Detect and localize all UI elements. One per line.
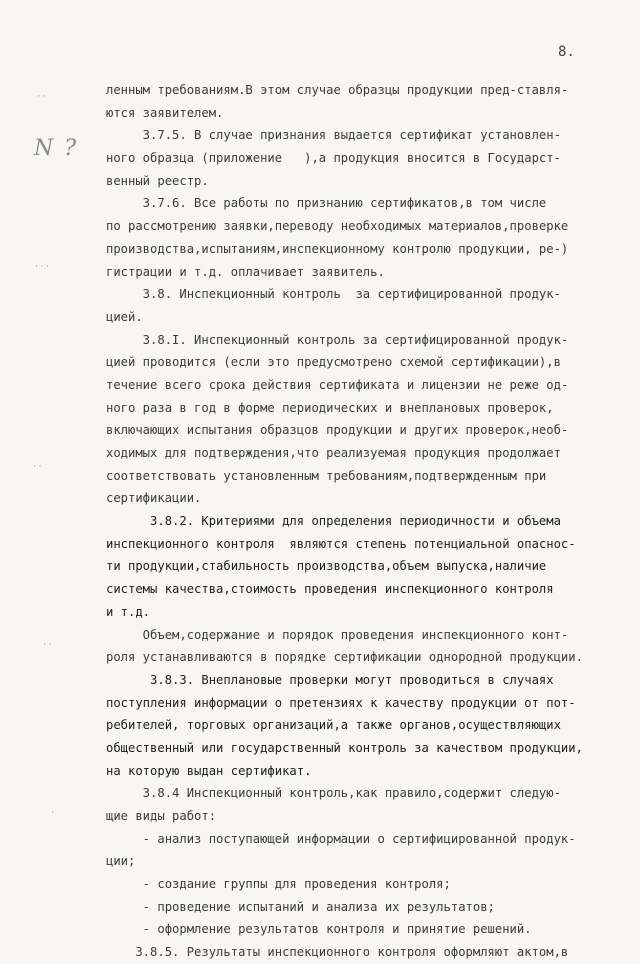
text-line: цией.	[106, 309, 143, 324]
text-line: соответствовать установленным требованиям,подтвержденным при	[106, 468, 547, 483]
text-line: течение всего срока действия сертификата и лицензии не реже од-	[106, 377, 569, 392]
text-line: Объем,содержание и порядок проведения инспекционного конт-	[106, 627, 569, 642]
margin-smudge: ⋅⋅	[42, 640, 53, 650]
text-line: поступления информации о претензиях к качеству продукции от пот-	[106, 695, 576, 710]
text-line: 3.7.5. В случае признания выдается сертификат установлен-	[106, 128, 561, 143]
text-line: венный реестр.	[106, 173, 209, 188]
text-line: 3.8.I. Инспекционный контроль за сертифицированной продук-	[106, 332, 569, 347]
text-line: 3.8.5. Результаты инспекционного контроля оформляют актом,в	[106, 945, 569, 960]
text-line: - анализ поступающей информации о сертифицированной продук-	[106, 831, 576, 846]
page-number: 8.	[558, 44, 575, 60]
text-line: производства,испытаниям,инспекционному контролю продукции, ре-)	[106, 241, 569, 256]
document-body	[106, 79, 621, 964]
text-line: - создание группы для проведения контроля;	[106, 877, 451, 892]
text-line: ции;	[106, 854, 136, 869]
text-line: щие виды работ:	[106, 809, 217, 823]
text-line: - оформление результатов контроля и принятие решений.	[106, 922, 532, 937]
text-line: общественный или государственный контроль за качеством продукции,	[106, 740, 583, 755]
text-line: - проведение испытаний и анализа их результатов;	[106, 899, 495, 914]
margin-smudge: ⋅⋅⋅	[34, 262, 51, 272]
margin-smudge: ⋅	[50, 808, 56, 818]
text-line: по рассмотрению заявки,переводу необходимых материалов,проверке	[106, 219, 569, 234]
text-line: 3.7.6. Все работы по признанию сертификатов,в том числе	[106, 196, 547, 211]
text-line: цией проводится (если это предусмотрено схемой сертификации),в	[106, 355, 561, 370]
text-line: и т.д.	[106, 604, 151, 619]
text-line: системы качества,стоимость проведения инспекционного контроля	[106, 582, 554, 597]
text-line: ребителей, торговых организаций,а также органов,осуществляющих	[106, 718, 561, 733]
text-line: сертификации.	[106, 491, 202, 506]
text-line: 3.8.2. Критериями для определения периодичности и объема	[106, 514, 561, 529]
text-line: 3.8.4 Инспекционный контроль,как правило,содержит следую-	[106, 786, 561, 801]
margin-smudge: ⋅⋅	[36, 92, 47, 102]
text-line: ются заявителем.	[106, 105, 224, 120]
text-line: ленным требованиям.В этом случае образцы продукции пред-ставля-	[106, 83, 569, 97]
handwritten-margin-note: N ?	[34, 136, 79, 161]
text-line: ного раза в год в форме периодических и внеплановых проверок,	[106, 400, 554, 415]
text-line: инспекционного контроля являются степень потенциальной опаснос-	[106, 536, 576, 551]
text-line: на которую выдан сертификат.	[106, 763, 312, 778]
text-line: роля устанавливаются в порядке сертификации однородной продукции.	[106, 650, 583, 665]
text-line: гистрации и т.д. оплачивает заявитель.	[106, 264, 385, 279]
text-line: 3.8. Инспекционный контроль за сертифицированной продук-	[106, 287, 561, 302]
text-line: включающих испытания образцов продукции и других проверок,необ-	[106, 423, 569, 438]
text-line: ти продукции,стабильность производства,объем выпуска,наличие	[106, 559, 547, 574]
margin-smudge: ⋅⋅	[32, 462, 43, 472]
text-line: ного образца (приложение ),а продукция вносится в Государст-	[106, 151, 561, 166]
text-line: ходимых для подтверждения,что реализуемая продукция продолжает	[106, 446, 561, 460]
text-line: 3.8.3. Внеплановые проверки могут проводиться в случаях	[106, 672, 554, 687]
